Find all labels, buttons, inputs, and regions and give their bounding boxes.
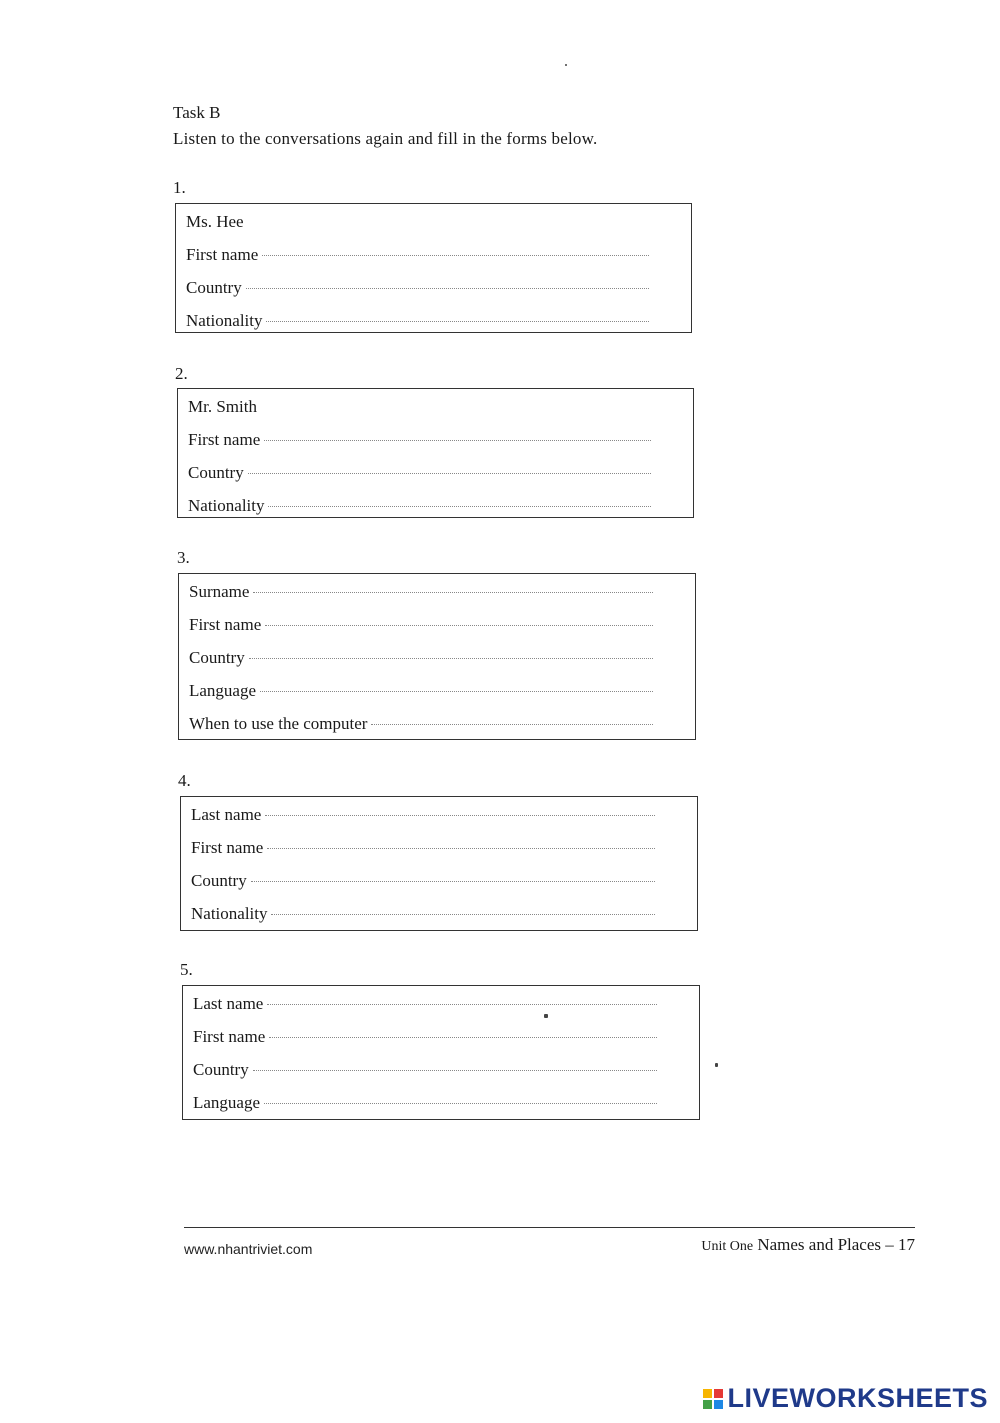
form-field-row (191, 904, 697, 937)
answer-blank[interactable] (249, 658, 653, 659)
form-box (180, 796, 698, 931)
answer-blank[interactable] (246, 288, 649, 289)
form-title: Mr. Smith (188, 397, 257, 416)
footer-rule (184, 1227, 915, 1228)
footer-unit: Unit One (701, 1239, 754, 1254)
answer-blank[interactable] (260, 691, 653, 692)
field-label: Nationality (191, 904, 268, 923)
form-field-row (188, 496, 693, 529)
logo-square (703, 1400, 712, 1409)
form-field-row (188, 463, 693, 496)
answer-blank[interactable] (253, 1070, 657, 1071)
form-field-row (191, 805, 697, 838)
form-field-row (186, 245, 691, 278)
field-label: Country (191, 871, 247, 890)
answer-blank[interactable] (271, 914, 655, 915)
scan-speck (565, 64, 567, 66)
logo-square (714, 1400, 723, 1409)
form-number: 1. (173, 178, 186, 197)
field-label: Country (189, 648, 245, 667)
logo-square (703, 1389, 712, 1398)
form-box (177, 388, 694, 518)
answer-blank[interactable] (251, 881, 655, 882)
form-box (175, 203, 692, 333)
footer-unit-title: Names and Places (757, 1235, 881, 1254)
answer-blank[interactable] (265, 625, 653, 626)
field-label: Language (193, 1093, 261, 1112)
footer-url: www.nhantriviet.com (184, 1241, 313, 1257)
field-label: Surname (189, 582, 250, 601)
answer-blank[interactable] (264, 440, 651, 441)
form-field-row (191, 838, 697, 871)
page-number: 17 (898, 1235, 915, 1254)
task-instruction: Listen to the conversations again and fill in the forms below. (173, 129, 598, 148)
answer-blank[interactable] (262, 255, 649, 256)
form-title-row (186, 212, 691, 245)
logo-square (714, 1389, 723, 1398)
form-title: Ms. Hee (186, 212, 244, 231)
field-label: Country (193, 1060, 249, 1079)
field-label: First name (188, 430, 261, 449)
field-label: Last name (193, 994, 264, 1013)
form-field-row (188, 430, 693, 463)
brand-name: LIVEWORKSHEETS (727, 1383, 988, 1413)
form-field-row (186, 311, 691, 344)
answer-blank[interactable] (264, 1103, 657, 1104)
liveworksheets-logo-icon (703, 1389, 723, 1409)
field-label: Language (189, 681, 257, 700)
field-label: When to use the computer (189, 714, 368, 733)
field-label: First name (186, 245, 259, 264)
field-label: Country (186, 278, 242, 297)
footer-separator: – (885, 1235, 894, 1254)
scan-speck (715, 1063, 718, 1067)
field-label: Country (188, 463, 244, 482)
answer-blank[interactable] (253, 592, 653, 593)
answer-blank[interactable] (265, 815, 655, 816)
form-field-row (193, 1060, 699, 1093)
form-box (178, 573, 696, 740)
answer-blank[interactable] (248, 473, 651, 474)
field-label: First name (193, 1027, 266, 1046)
field-label: First name (191, 838, 264, 857)
answer-blank[interactable] (269, 1037, 657, 1038)
form-field-row (189, 681, 695, 714)
liveworksheets-brand (703, 1383, 988, 1414)
form-field-row (193, 1027, 699, 1060)
form-field-row (191, 871, 697, 904)
form-title-row (188, 397, 693, 430)
footer-page-info (701, 1235, 915, 1255)
task-heading: Task B (173, 103, 221, 122)
field-label: Nationality (186, 311, 263, 330)
answer-blank[interactable] (266, 321, 649, 322)
form-number: 3. (177, 548, 190, 567)
answer-blank[interactable] (267, 848, 655, 849)
answer-blank[interactable] (371, 724, 653, 725)
scan-speck (544, 1014, 548, 1018)
form-field-row (189, 582, 695, 615)
answer-blank[interactable] (268, 506, 651, 507)
form-field-row (189, 615, 695, 648)
form-field-row (189, 714, 695, 747)
form-field-row (193, 1093, 699, 1126)
form-number: 2. (175, 364, 188, 383)
form-field-row (189, 648, 695, 681)
form-field-row (186, 278, 691, 311)
field-label: First name (189, 615, 262, 634)
field-label: Nationality (188, 496, 265, 515)
form-number: 5. (180, 960, 193, 979)
form-number: 4. (178, 771, 191, 790)
form-box (182, 985, 700, 1120)
form-field-row (193, 994, 699, 1027)
field-label: Last name (191, 805, 262, 824)
answer-blank[interactable] (267, 1004, 657, 1005)
